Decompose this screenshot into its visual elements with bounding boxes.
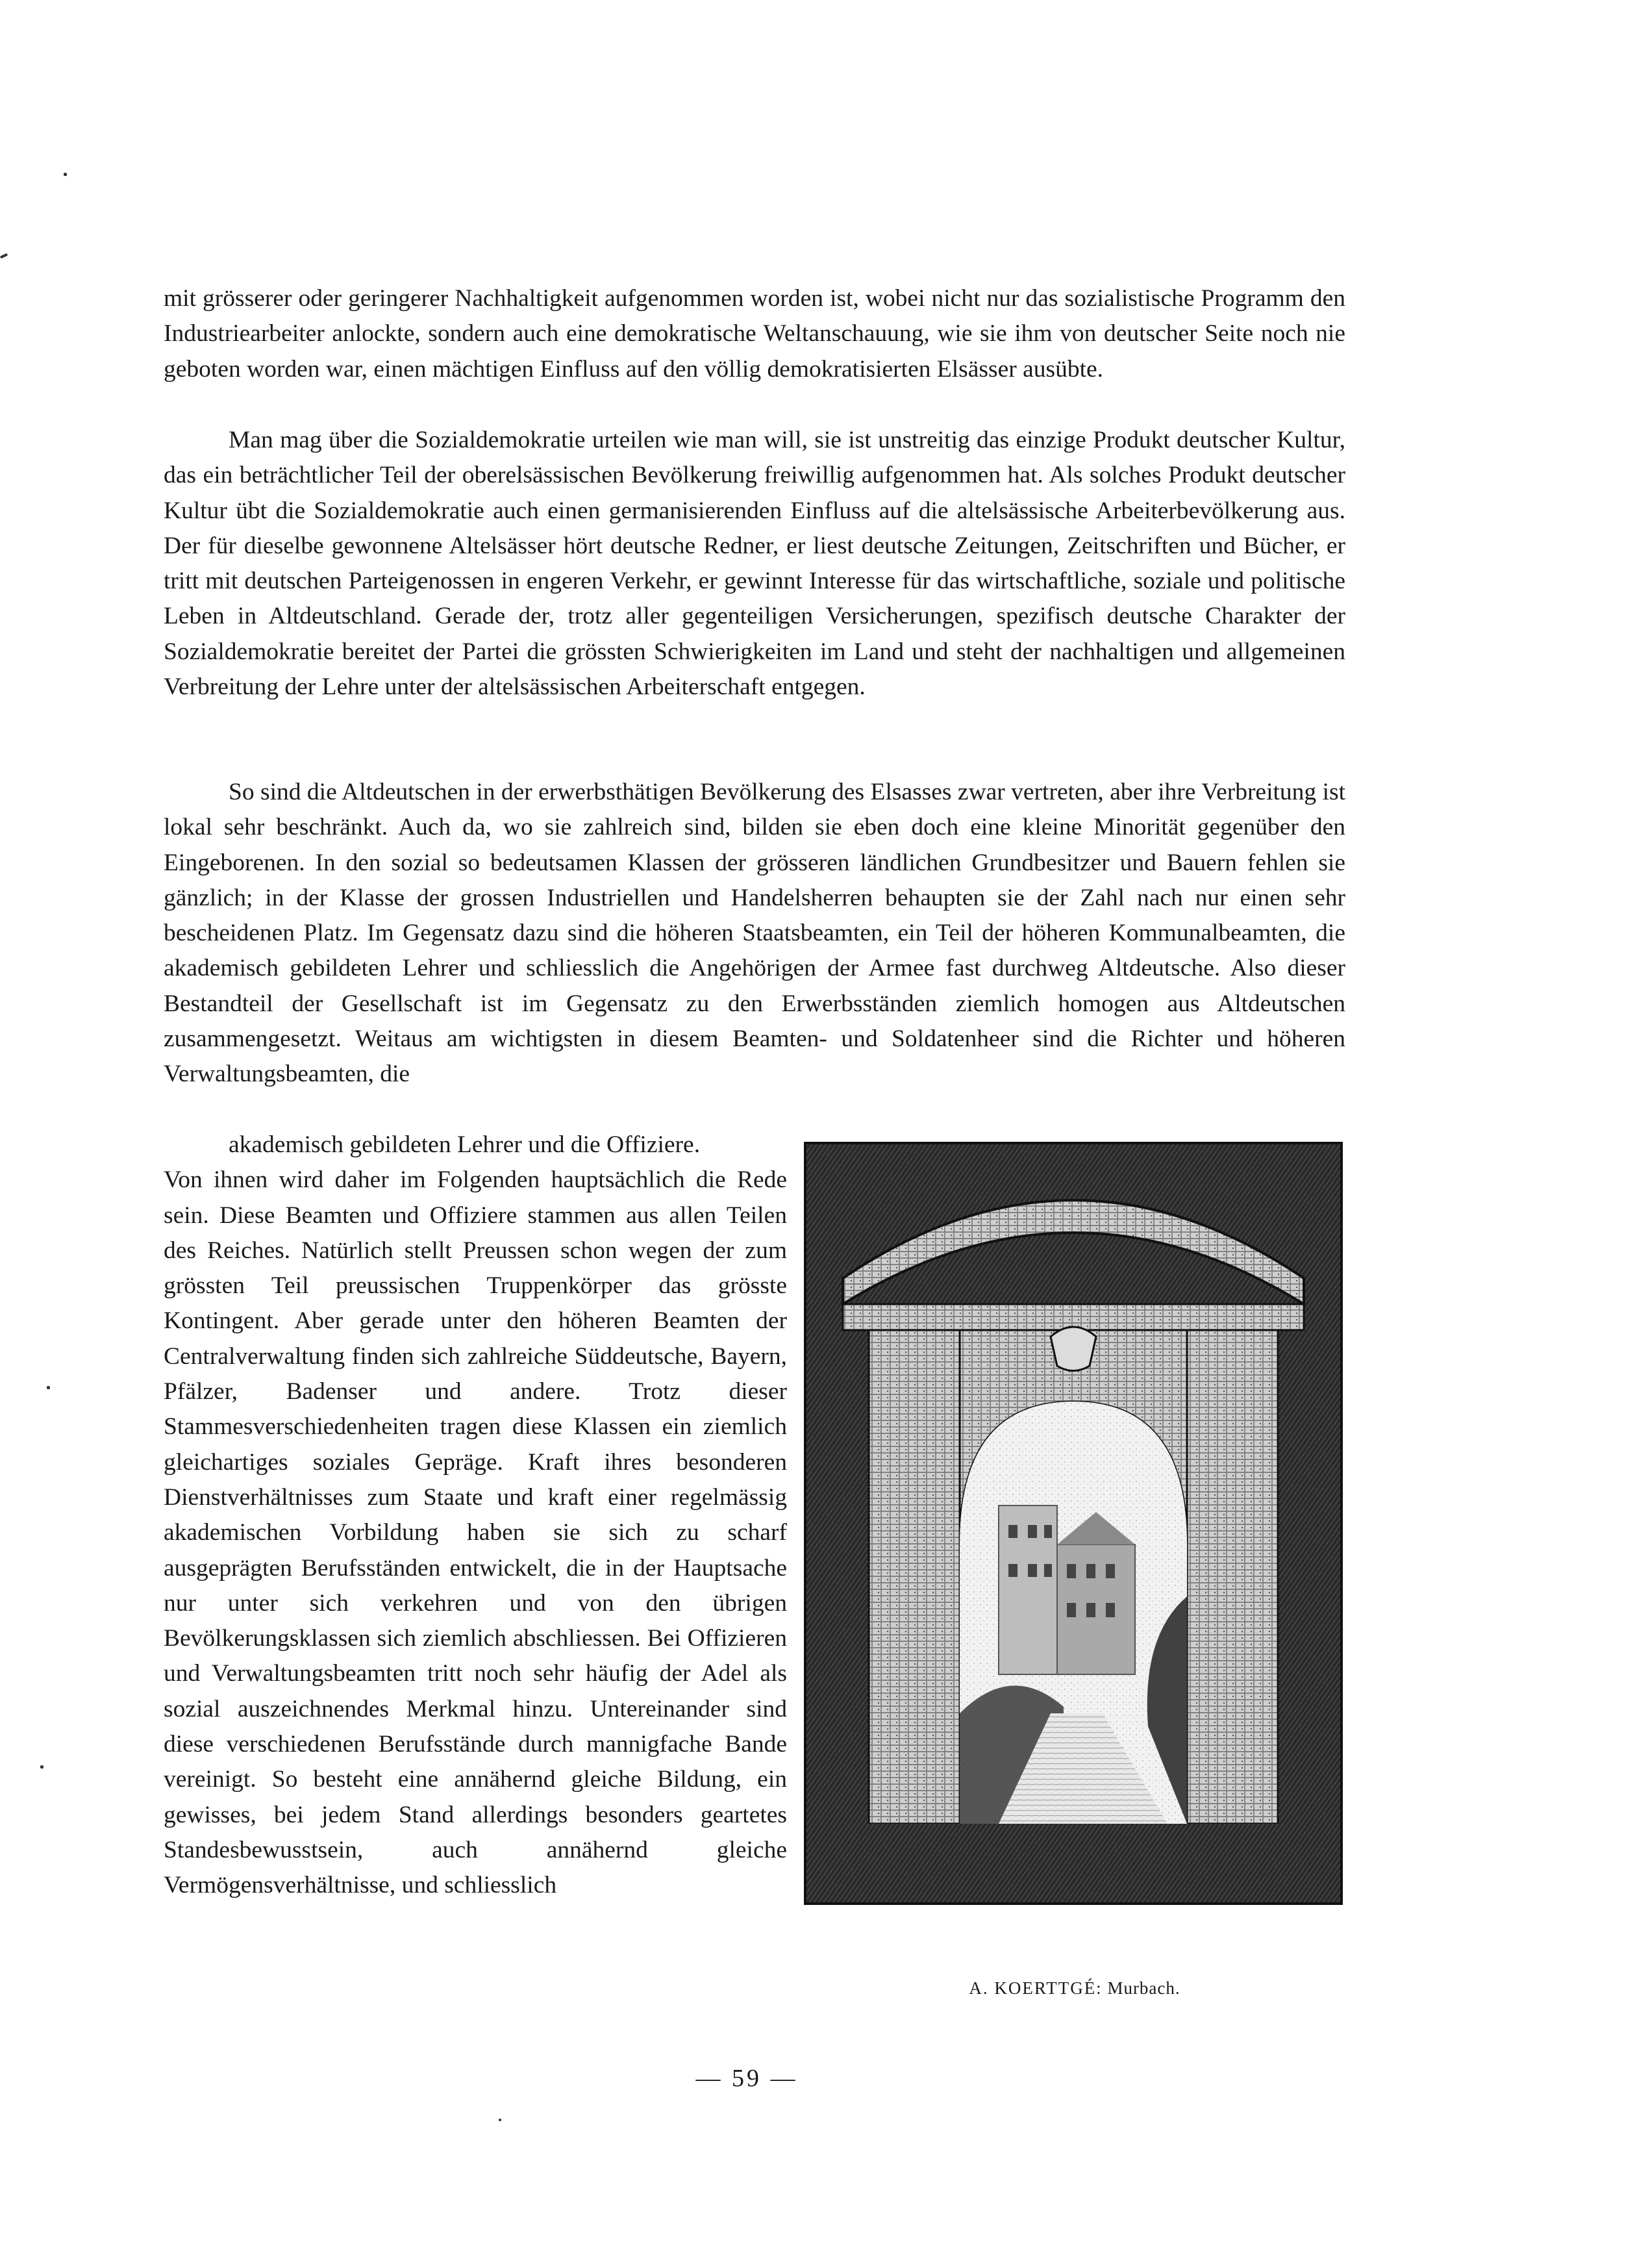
gate-right-pillar: [1187, 1330, 1278, 1824]
caption-title: Murbach.: [1107, 1978, 1180, 1998]
paragraph-2: Man mag über die Sozialdemokratie urteilen wie man will, sie ist unstreitig das einzige Produkt deutscher Kultur, das ein beträchtlicher Teil der oberelsässischen Bevölkerung freiwillig aufgenommen hat. Als solches Produkt deutscher Kultur übt die Sozialdemokratie auch einen germanisierenden Einfluss auf die altelsässische Arbeiterbevölkerung aus. Der für dieselbe gewonnene Altelsässer hört deutsche Redner, er liest deutsche Zeitungen, Zeitschriften und Bücher, er tritt mit deutschen Parteigenossen in engeren Verkehr, er gewinnt Interesse für das wirtschaftliche, soziale und politische Leben in Altdeutschland. Gerade der, trotz aller gegenteiligen Versicherungen, spezifisch deutsche Charakter der Sozialdemokratie bereitet der Partei die grössten Schwierigkeiten im Land und steht der nachhaltigen und allgemeinen Verbreitung der Lehre unter der altelsässischen Arbeiterschaft entgegen.: [164, 427, 1345, 701]
paragraph-3: So sind die Altdeutschen in der erwerbsthätigen Bevölkerung des Elsasses zwar vertreten, aber ihre Verbreitung ist lokal sehr beschränkt. Auch da, wo sie zahlreich sind, bilden sie eben doch eine kleine Minorität gegenüber den Eingeborenen. In den sozial so bedeutsamen Klassen der grösseren ländlichen Grundbesitzer und Bauern fehlen sie gänzlich; in der Klasse der grossen Industriellen und Handelsherren behaupten sie der Zahl nach nur einen sehr bescheidenen Platz. Im Gegensatz dazu sind die höheren Staatsbeamten, ein Teil der höheren Kommunalbeamten, die akademisch gebildeten Lehrer und schliesslich die Angehörigen der Armee fast durchweg Altdeutsche. Also dieser Bestandteil der Gesellschaft ist im Gegensatz zu den Erwerbsständen ziemlich homogen aus Altdeutschen zusammengesetzt. Weitaus am wichtigsten in diesem Beamten- und Soldatenheer sind die Richter und höheren Verwaltungsbeamten, die: [164, 779, 1345, 1088]
scan-speck: [40, 1765, 44, 1769]
figure-caption: [805, 1978, 1344, 1998]
scan-speck: [64, 173, 67, 176]
coat-of-arms-keystone: [1051, 1327, 1096, 1371]
scan-speck: [0, 253, 8, 259]
scan-speck: [499, 2119, 501, 2121]
paragraph-4-column-text: Von ihnen wird daher im Folgenden hauptsächlich die Rede sein. Diese Beamten und Offiziere stammen aus allen Teilen des Reiches. Natürlich stellt Preussen schon wegen der zum grössten Teil preussischen Truppenkörper das grösste Kontingent. Aber gerade unter den höheren Beamten der Centralverwaltung finden sich zahlreiche Süddeutsche, Bayern, Pfälzer, Badenser und andere. Trotz dieser Stammesverschiedenheiten tragen diese Klassen ein ziemlich gleichartiges soziales Gepräge. Kraft ihres besonderen Dienstverhältnisses zum Staate und kraft einer regelmässig akademischen Vorbildung haben sie sich zu scharf ausgeprägten Berufsständen entwickelt, die in der Hauptsache nur unter sich verkehren und von den übrigen Bevölkerungsklassen sich ziemlich abschliessen. Bei Offizieren und Verwaltungsbeamten tritt noch sehr häufig der Adel als sozial auszeichnendes Merkmal hinzu. Untereinander sind diese verschiedenen Berufsstände durch mannigfache Bande vereinigt. So besteht eine annähernd gleiche Bildung, ein gewisses, bei jedem Stand allerdings besonders geartetes Standesbewusstsein, auch annähernd gleiche Vermögensverhältnisse, und schliesslich: [164, 1166, 787, 1899]
gate-engraving: [804, 1142, 1343, 1905]
gate-left-pillar: [869, 1330, 960, 1824]
paragraph-1: mit grösserer oder geringerer Nachhaltigkeit aufgenommen worden ist, wobei nicht nur das sozialistische Programm den Industriearbeiter anlockte, sondern auch eine demokratische Weltanschauung, wie sie ihm von deutscher Seite noch nie geboten worden war, einen mächtigen Einfluss auf den völlig demokratisierten Elsässer ausübte.: [164, 285, 1345, 383]
paragraph-4-first-line: akademisch gebildeten Lehrer und die Offiziere.: [229, 1131, 701, 1158]
page-number: — 59 —: [695, 2065, 798, 2092]
scan-speck: [47, 1386, 50, 1389]
foreground-shadow: [804, 1824, 1343, 1905]
caption-artist: A. KOERTTGÉ:: [969, 1978, 1103, 1998]
illustration-murbach-gate: [804, 1142, 1343, 1905]
